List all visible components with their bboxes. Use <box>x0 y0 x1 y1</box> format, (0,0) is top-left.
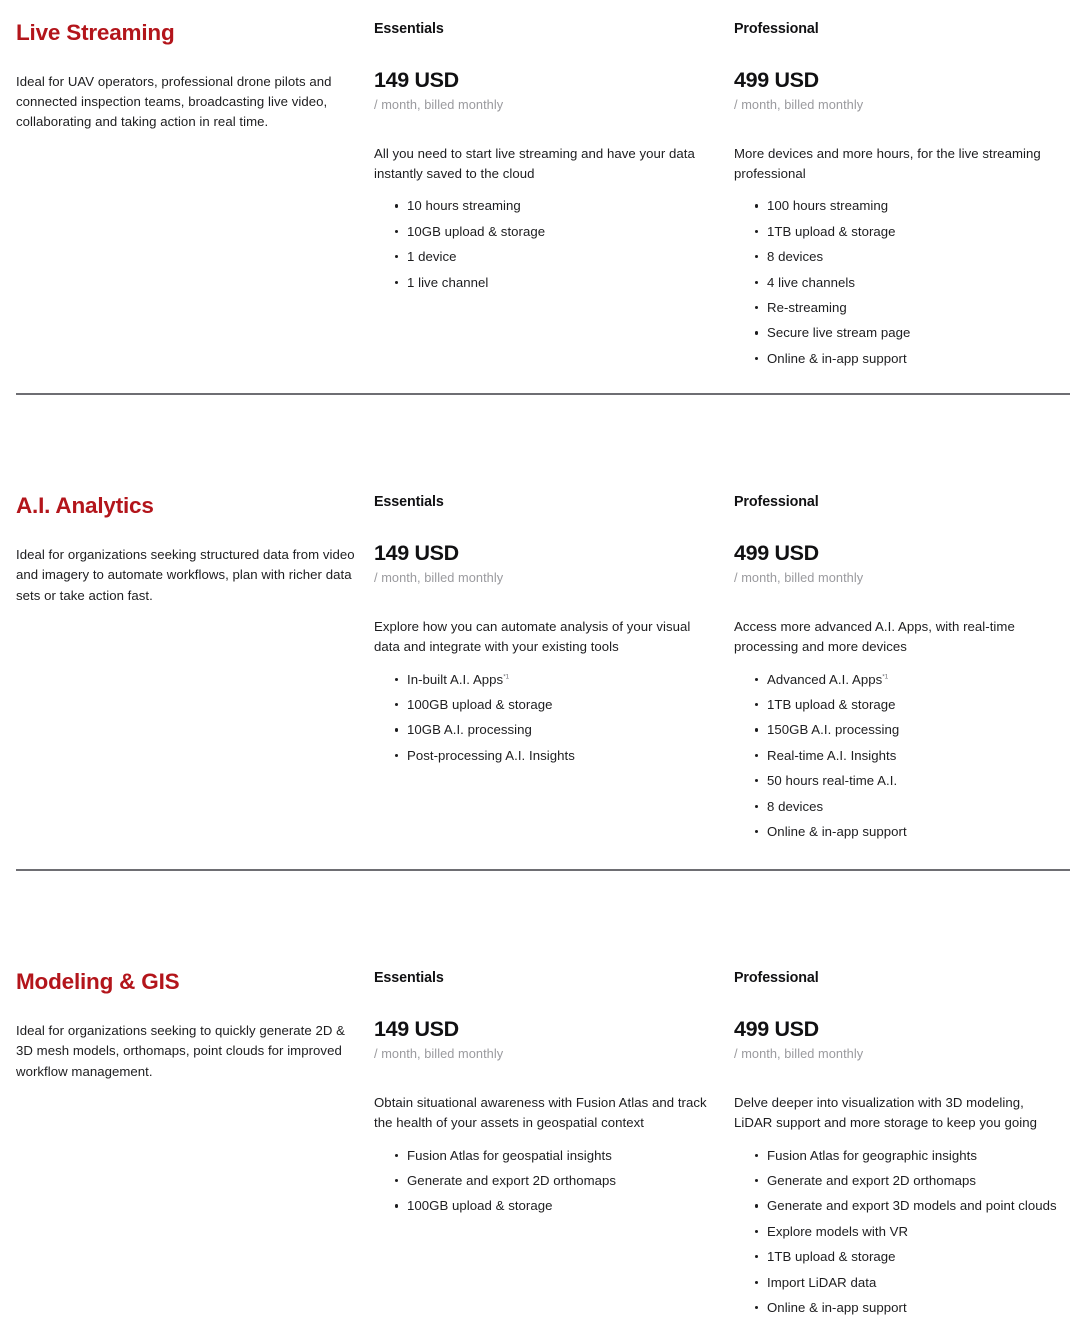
plan-feature-item: Online & in-app support <box>734 350 1052 367</box>
plan-name: Essentials <box>374 21 444 37</box>
plan-feature-item: Fusion Atlas for geospatial insights <box>374 1147 712 1164</box>
plan-feature-item: Fusion Atlas for geographic insights <box>734 1147 1052 1164</box>
plan-feature-item: Online & in-app support <box>734 1299 1052 1316</box>
plan-feature-item: Advanced A.I. Apps$^{*1}$ <box>734 671 1052 688</box>
plan-blurb: Access more advanced A.I. Apps, with real-time processing and more devices <box>734 619 1015 655</box>
plan-feature-item: Generate and export 2D orthomaps <box>734 1172 1052 1189</box>
section-intro-ai-analytics <box>16 493 374 606</box>
plan-name: Essentials <box>374 970 444 987</box>
plan-feature-item: Post-processing A.I. Insights <box>374 747 712 764</box>
plan-billing-period: / month, billed monthly <box>374 570 504 586</box>
plan-name: Professional <box>734 494 819 511</box>
plan-feature-item: Re-streaming <box>734 299 1052 316</box>
plan-feature-list <box>734 671 1052 840</box>
plan-price: 499 USD <box>734 1017 819 1042</box>
plan-card-live-streaming-professional <box>734 20 1070 375</box>
plan-feature-item: 100 hours streaming <box>734 197 1052 214</box>
plan-price: 149 USD <box>374 541 459 566</box>
plan-name: Professional <box>734 21 819 37</box>
plan-billing-period: / month, billed monthly <box>734 570 864 586</box>
section-title: A.I. Analytics <box>16 493 154 519</box>
footnote-marker: *1 <box>882 673 889 681</box>
plan-feature-item: Generate and export 3D models and point clouds <box>734 1197 1052 1214</box>
plan-feature-item: 10 hours streaming <box>374 197 712 214</box>
plan-price: 499 USD <box>734 541 819 566</box>
section-description: Ideal for UAV operators, professional drone pilots and connected inspection teams, broadcasting live video, collaborating and taking action in real time. <box>16 74 332 130</box>
plan-feature-item: 1 device <box>374 248 712 265</box>
section-intro-live-streaming <box>16 20 374 133</box>
plan-feature-item: 50 hours real-time A.I. <box>734 772 1052 789</box>
plan-feature-item: 1TB upload & storage <box>734 223 1052 240</box>
plan-card-modeling-gis-essentials <box>374 969 734 1223</box>
plan-blurb: More devices and more hours, for the live streaming professional <box>734 146 1041 182</box>
plan-blurb: All you need to start live streaming and have your data instantly saved to the cloud <box>374 146 695 182</box>
pricing-section-live-streaming <box>0 0 1070 375</box>
plan-billing-period: / month, billed monthly <box>374 97 504 112</box>
plan-card-ai-analytics-essentials <box>374 493 734 772</box>
plan-name: Essentials <box>374 494 444 511</box>
plan-feature-list <box>734 1147 1057 1316</box>
plan-feature-item: Secure live stream page <box>734 324 1052 341</box>
plan-feature-item: Import LiDAR data <box>734 1274 1052 1291</box>
plan-billing-period: / month, billed monthly <box>734 1046 864 1062</box>
plan-price: 149 USD <box>374 1017 459 1042</box>
pricing-section-modeling-gis <box>0 871 1070 1324</box>
plan-name: Professional <box>734 970 819 987</box>
plan-feature-item: 100GB upload & storage <box>374 696 712 713</box>
plan-feature-item: 1TB upload & storage <box>734 1248 1052 1265</box>
plan-feature-item: Explore models with VR <box>734 1223 1052 1240</box>
plan-feature-item: 8 devices <box>734 248 1052 265</box>
plan-feature-item: Generate and export 2D orthomaps <box>374 1172 712 1189</box>
plan-billing-period: / month, billed monthly <box>734 97 864 112</box>
plan-feature-list <box>734 197 1052 366</box>
plan-price: 149 USD <box>374 68 459 92</box>
plan-price: 499 USD <box>734 68 819 92</box>
plan-feature-list <box>374 197 712 290</box>
section-title: Modeling & GIS <box>16 969 180 995</box>
footnote-marker: *1 <box>503 673 509 681</box>
plan-feature-item: 150GB A.I. processing <box>734 721 1052 738</box>
plan-feature-item: 10GB A.I. processing <box>374 721 712 738</box>
plan-feature-item: Online & in-app support <box>734 823 1052 840</box>
section-description: Ideal for organizations seeking structured data from video and imagery to automate workflows, plan with richer data sets or take action fast. <box>16 547 355 603</box>
plan-feature-item: 10GB upload & storage <box>374 223 712 240</box>
plan-feature-item: In-built A.I. Apps$^{*1}$ <box>374 671 712 688</box>
plan-feature-list <box>374 671 712 764</box>
plan-card-ai-analytics-professional <box>734 493 1070 848</box>
plan-blurb: Delve deeper into visualization with 3D modeling, LiDAR support and more storage to keep you going <box>734 1095 1037 1131</box>
plan-card-live-streaming-essentials <box>374 20 734 299</box>
plan-feature-list <box>374 1147 712 1215</box>
plan-billing-period: / month, billed monthly <box>374 1046 504 1062</box>
plan-blurb: Explore how you can automate analysis of your visual data and integrate with your existing tools <box>374 619 691 655</box>
pricing-section-ai-analytics <box>0 395 1070 848</box>
plan-feature-item: 100GB upload & storage <box>374 1197 712 1214</box>
plan-feature-item: 4 live channels <box>734 274 1052 291</box>
plan-feature-item: 1 live channel <box>374 274 712 291</box>
section-description: Ideal for organizations seeking to quickly generate 2D & 3D mesh models, orthomaps, point clouds for improved workflow management. <box>16 1023 346 1079</box>
section-intro-modeling-gis <box>16 969 374 1082</box>
plan-blurb: Obtain situational awareness with Fusion Atlas and track the health of your assets in geospatial context <box>374 1095 707 1131</box>
plan-feature-item: 1TB upload & storage <box>734 696 1052 713</box>
plan-feature-item: Real-time A.I. Insights <box>734 747 1052 764</box>
plan-card-modeling-gis-professional <box>734 969 1070 1324</box>
plan-feature-item: 8 devices <box>734 798 1052 815</box>
section-title: Live Streaming <box>16 20 175 45</box>
